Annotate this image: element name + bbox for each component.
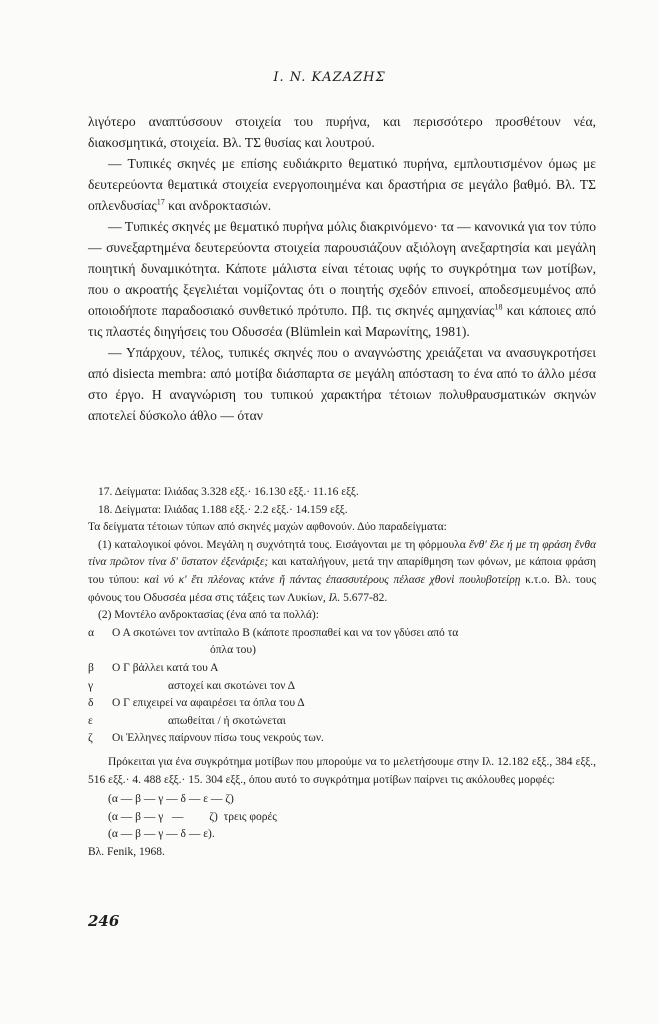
list-item [88, 625, 596, 643]
footnote-ref-18[interactable]: 18 [494, 302, 503, 312]
list-letter: ζ [88, 732, 93, 745]
formula: (α — β — γ — δ — ε). [108, 828, 215, 841]
note-text: (1) καταλογικοί φόνοι. Μεγάλη η συχνότητά τους. Εισάγονται με τη φόρμουλα [98, 538, 469, 551]
list-text: Ο Γ βάλλει κατά του Α [112, 661, 219, 674]
formula: (α — β — γ — δ — ε — ζ) [108, 793, 234, 806]
paragraph-text: και κάποιες από τις πλαστές διηγήσεις του Οδυσσέα (Blümlein καὶ Μαρωνίτης, 1981). [88, 303, 596, 339]
paragraph: — Υπάρχουν, τέλος, τυπικές σκηνές που ο αναγνώστης χρειάζεται να ανασυγκροτήσει από disiecta membra: από μοτίβα διάσπαρτα σε μεγάλη απόσταση το ένα από το άλλο μέσα στο έργο. Η αναγνώριση του τυπικού χαρακτήρα τέτοιων πολυθραυσματικών σκηνών αποτελεί δύσκολο άθλο — όταν [88, 345, 596, 423]
list-item [88, 713, 596, 731]
list-item [88, 660, 596, 678]
note-text: κ.τ.ο. Βλ. τους φόνους του Οδυσσέα μέσα στις τάξεις των Λυκίων, [88, 573, 596, 604]
main-text [88, 111, 596, 426]
greek-quote: ἔνθ' ἕλε ή με τη φράση ἔνθα τίνα πρῶτον τίνα δ' ὕστατον ἐξενάριξε; [88, 538, 597, 569]
list-item [88, 695, 596, 713]
list-item-continuation: όπλα του) [210, 644, 256, 657]
list-letter: β [88, 661, 94, 674]
page-number: 246 [88, 912, 120, 930]
paragraph-text: — Τυπικές σκηνές με επίσης ευδιάκριτο θεματικό πυρήνα, εμπλουτισμένον όμως με δευτερεύοντα θεματικά στοιχεία ενεργοποιημένα και δραστήρια σε μεγάλο βαθμό. Βλ. ΤΣ οπλενδυσίας [88, 156, 596, 213]
list-text: αστοχεί και σκοτώνει τον Δ [168, 679, 296, 692]
footnote-text: (2) Μοντέλο ανδροκτασίας (ένα από τα πολλά): [98, 609, 319, 622]
list-letter: ε [88, 714, 93, 727]
list-item [88, 678, 596, 696]
footnote-18: 18. Δείγματα: Ιλιάδας 1.188 εξξ.· 2.2 εξξ.· 14.159 εξξ. [98, 503, 348, 516]
running-head: I. N. ΚΑΖΑΖΗΣ [273, 70, 386, 85]
greek-quote: καὶ νύ κ' ἔτι πλέονας κτάνε ἤ πάντας ἐπασσυτέρους πέλασε χθονὶ πουλυβοτείρῃ [144, 573, 521, 586]
formula-block [88, 791, 596, 844]
list-text: Ο Α σκοτώνει τον αντίπαλο Β (κάποτε προσπαθεί και να τον γδύσει από τα [112, 626, 459, 639]
list-item [88, 730, 596, 748]
formula: (α — β — γ — ζ) τρεις φορές [108, 810, 277, 823]
list-letter: α [88, 626, 95, 639]
paragraph [88, 153, 596, 216]
footnote-text [88, 537, 596, 607]
motif-list [88, 625, 596, 748]
note-text: Ιλ. [328, 591, 341, 604]
footnote-text: Τα δείγματα τέτοιων τύπων από σκηνές μαχών αφθονούν. Δύο παραδείγματα: [88, 521, 447, 534]
bibliography-ref: Βλ. Fenik, 1968. [88, 845, 165, 858]
footnote-17: 17. Δείγματα: Ιλιάδας 3.328 εξξ.· 16.130 εξξ.· 11.16 εξξ. [98, 486, 359, 498]
paragraph: λιγότερο αναπτύσσουν στοιχεία του πυρήνα, και περισσότερο προσθέτουν νέα, διακοσμητικά, στοιχεία. Βλ. ΤΣ θυσίας και λουτρού. [88, 114, 596, 150]
footnote-ref-17[interactable]: 17 [156, 197, 165, 207]
list-text: απωθείται / ή σκοτώνεται [168, 714, 286, 727]
paragraph [88, 216, 596, 342]
list-text: Ο Γ επιχειρεί να αφαιρέσει τα όπλα του Δ [112, 697, 305, 710]
paragraph-text: — Τυπικές σκηνές με θεματικό πυρήνα μόλις διακρινόμενο· τα — κανονικά για τον τύπο — συνεξαρτημένα δευτερεύοντα στοιχεία παρουσιάζουν αξιόλογη ανεξαρτησία και μεγάλη ποιητική δυναμικότητα. Κάποτε μάλιστα είναι τέτοιας υφής το συγκρότημα των μοτίβων, που ο ακροατής ξεγελιέται νομίζοντας ότι ο ποιητής σχεδόν επινοεί, αποδεσμευμένος από οποιοδήποτε παραδοσιακό συνθετικό πρότυπο. Πβ. τις σκηνές αμηχανίας [88, 219, 596, 318]
list-letter: δ [88, 697, 94, 710]
list-letter: γ [88, 679, 94, 692]
paragraph-text: και ανδροκτασιών. [164, 198, 272, 213]
footnotes [88, 484, 596, 861]
note-text: 5.677-82. [340, 591, 388, 604]
footnote-text: Πρόκειται για ένα συγκρότημα μοτίβων που μπορούμε να το μελετήσουμε στην Ιλ. 12.182 εξξ., 384 εξξ., 516 εξξ.· 4. 488 εξξ.· 15. 304 εξξ., όπου αυτό το συγκρότημα μοτίβων παίρνει τις ακόλουθες μορφές: [88, 755, 596, 786]
note-text: και καταλήγουν, μετά την απαρίθμηση των φόνων, με κάποια φράση του τύπου: [88, 556, 596, 586]
list-text: Οι Έλληνες παίρνουν πίσω τους νεκρούς των. [112, 732, 324, 745]
